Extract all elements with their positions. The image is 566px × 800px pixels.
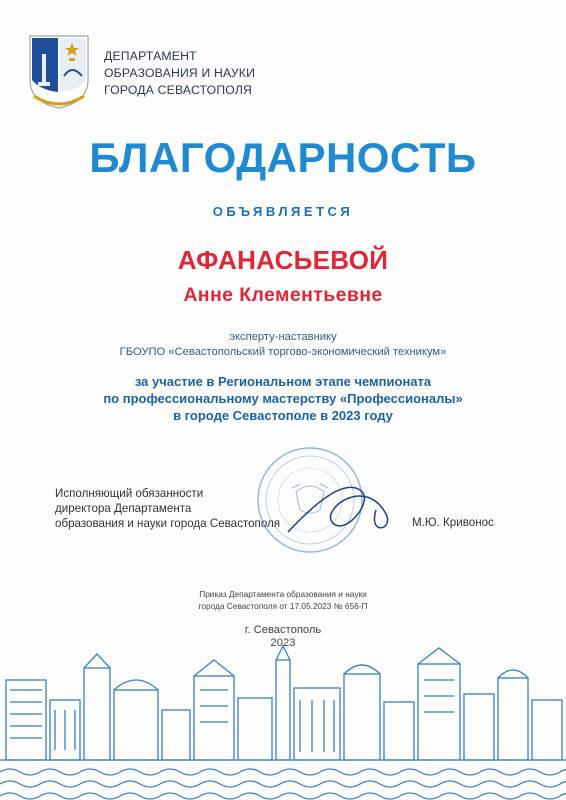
role-line-1: эксперту-наставнику	[229, 331, 337, 343]
department-line-1: ДЕПАРТАМЕНТ	[104, 49, 197, 63]
signatory-position	[55, 486, 280, 531]
department-line-2: ОБРАЗОВАНИЯ И НАУКИ	[104, 66, 256, 80]
department-name	[104, 48, 364, 99]
reason-line-3: в городе Севастополе в 2023 году	[173, 408, 393, 423]
certificate-title: БЛАГОДАРНОСТЬ	[89, 134, 477, 181]
recipient-role	[0, 330, 566, 360]
recipient-surname: АФАНАСЬЕВОЙ	[177, 245, 389, 275]
order-reference	[0, 588, 566, 612]
recipient-given-names: Анне Клементьевне	[183, 284, 383, 306]
department-line-3: ГОРОДА СЕВАСТОПОЛЯ	[104, 83, 253, 97]
signer-name: М.Ю. Кривонос	[412, 516, 494, 529]
sevastopol-coat-of-arms-icon	[28, 34, 90, 110]
position-line-1: Исполняющий обязанности	[55, 487, 204, 500]
city-skyline-illustration	[0, 640, 566, 800]
reason-line-1: за участие в Региональном этапе чемпионата	[134, 374, 432, 389]
position-line-2: директора Департамента	[55, 502, 192, 515]
handwritten-signature-icon	[288, 487, 388, 532]
issue-city: г. Севастополь	[244, 624, 322, 636]
role-line-2: ГБОУПО «Севастопольский торгово-экономический техникум»	[119, 346, 447, 358]
order-line-1: Приказ Департамента образования и науки	[199, 589, 367, 599]
reason-line-2: по профессиональному мастерству «Профессионалы»	[103, 391, 463, 406]
announce-label: ОБЪЯВЛЯЕТСЯ	[212, 204, 354, 219]
award-reason	[0, 373, 566, 424]
issue-year: 2023	[270, 637, 296, 649]
order-line-2: города Севастополя от 17.05.2023 № 656-П	[198, 601, 368, 611]
position-line-3: образования и науки города Севастополя	[55, 517, 281, 530]
